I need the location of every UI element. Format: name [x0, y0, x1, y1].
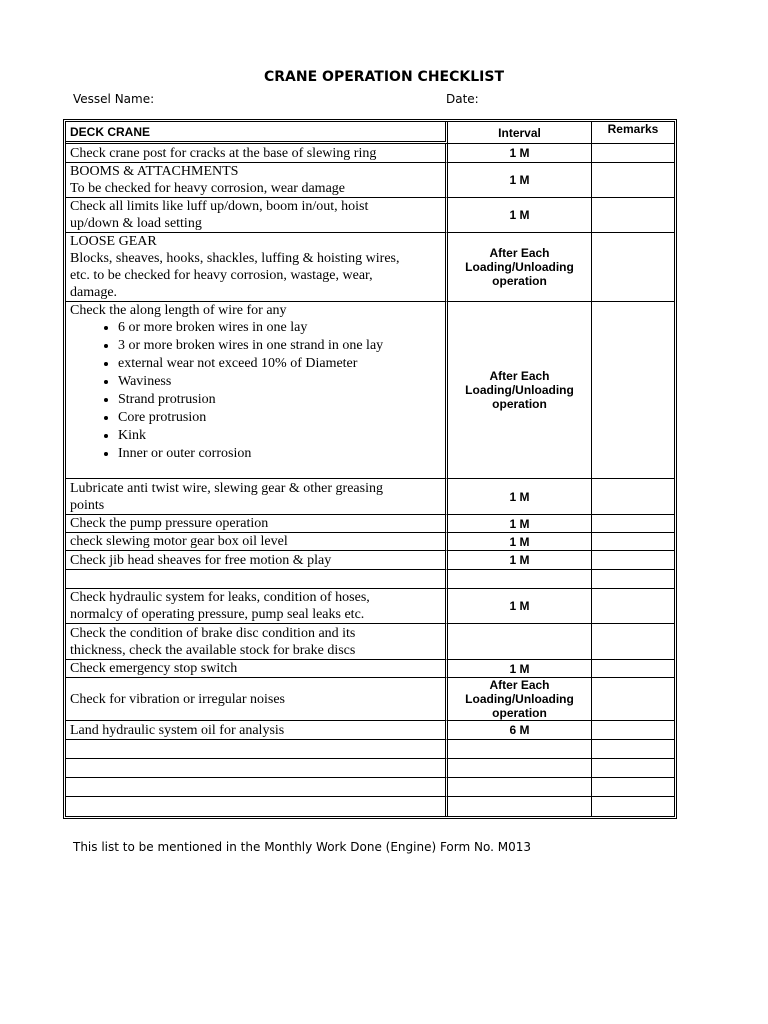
table-row — [66, 479, 674, 515]
interval-cell — [448, 551, 592, 570]
interval-cell — [448, 778, 592, 797]
task-text: Check jib head sheaves for free motion & play — [70, 552, 332, 568]
task-cell — [66, 198, 448, 233]
interval-cell — [448, 479, 592, 515]
interval-text: 1 M — [509, 661, 530, 676]
table-row — [66, 624, 674, 660]
interval-text: 1 M — [509, 516, 530, 531]
task-text: Land hydraulic system oil for analysis — [70, 722, 285, 738]
vessel-name-label: Vessel Name: — [73, 92, 155, 106]
table-row — [66, 233, 674, 302]
interval-cell — [448, 740, 592, 759]
table-row — [66, 144, 674, 163]
task-cell — [66, 624, 448, 660]
task-cell — [66, 721, 448, 740]
interval-text: 1 M — [509, 208, 530, 222]
interval-cell — [448, 759, 592, 778]
task-text: BOOMS & ATTACHMENTS — [70, 164, 239, 179]
task-text: LOOSE GEAR — [70, 234, 157, 249]
interval-cell — [448, 163, 592, 198]
interval-cell — [448, 302, 592, 479]
task-cell — [66, 778, 448, 797]
page-title: CRANE OPERATION CHECKLIST — [264, 69, 504, 85]
task-text: Check the condition of brake disc condition and its — [70, 625, 356, 641]
interval-cell — [448, 797, 592, 816]
task-text: up/down & load setting — [70, 216, 202, 231]
remarks-cell[interactable] — [592, 533, 674, 551]
task-cell — [66, 678, 448, 721]
task-text: Check emergency stop switch — [70, 661, 238, 676]
task-cell — [66, 479, 448, 515]
task-text: Check the along length of wire for any — [70, 303, 287, 318]
table-row — [66, 198, 674, 233]
list-item: • external wear not exceed 10% of Diameter — [118, 355, 441, 373]
interval-text: operation — [492, 706, 547, 720]
list-item: • 3 or more broken wires in one strand in one lay — [118, 337, 441, 355]
interval-cell — [448, 660, 592, 678]
remarks-cell[interactable] — [592, 624, 674, 660]
task-text: Check all limits like luff up/down, boom in/out, hoist — [70, 199, 369, 214]
interval-text: 1 M — [509, 599, 530, 613]
remarks-cell[interactable] — [592, 233, 674, 302]
interval-text: After Each — [489, 246, 550, 260]
table-row — [66, 759, 674, 778]
task-text: points — [70, 497, 105, 513]
remarks-cell[interactable] — [592, 551, 674, 570]
task-text: Check hydraulic system for leaks, condition of hoses, — [70, 590, 370, 605]
task-text: Check crane post for cracks at the base of slewing ring — [70, 145, 377, 161]
task-text: normalcy of operating pressure, pump seal leaks etc. — [70, 607, 365, 622]
table-row — [66, 660, 674, 678]
interval-text: 1 M — [509, 553, 530, 567]
interval-cell — [448, 198, 592, 233]
interval-text: Loading/Unloading — [465, 260, 574, 274]
interval-text: 1 M — [509, 489, 530, 504]
remarks-cell[interactable] — [592, 570, 674, 589]
task-cell — [66, 163, 448, 198]
remarks-cell[interactable] — [592, 163, 674, 198]
interval-cell — [448, 678, 592, 721]
table-row — [66, 797, 674, 816]
task-text: thickness, check the available stock for brake discs — [70, 642, 356, 658]
list-item: • 6 or more broken wires in one lay — [118, 319, 441, 337]
interval-cell — [448, 589, 592, 624]
header-interval: Interval — [448, 122, 592, 144]
task-cell — [66, 233, 448, 302]
table-row — [66, 570, 674, 589]
interval-text: Loading/Unloading — [465, 383, 574, 397]
task-text: damage. — [70, 285, 118, 300]
interval-cell — [448, 144, 592, 163]
remarks-cell[interactable] — [592, 198, 674, 233]
remarks-cell[interactable] — [592, 797, 674, 816]
task-cell — [66, 533, 448, 551]
remarks-cell[interactable] — [592, 721, 674, 740]
table-row — [66, 678, 674, 721]
interval-cell — [448, 624, 592, 660]
interval-text: Loading/Unloading — [465, 692, 574, 706]
header-deck-crane: DECK CRANE — [66, 122, 448, 144]
task-cell — [66, 302, 448, 479]
remarks-cell[interactable] — [592, 515, 674, 533]
task-text: To be checked for heavy corrosion, wear damage — [70, 181, 346, 196]
remarks-cell[interactable] — [592, 778, 674, 797]
list-item: • Inner or outer corrosion — [118, 445, 441, 463]
table-row — [66, 533, 674, 551]
remarks-cell[interactable] — [592, 678, 674, 721]
task-text: Lubricate anti twist wire, slewing gear & other greasing — [70, 480, 383, 496]
table-row — [66, 515, 674, 533]
interval-cell — [448, 533, 592, 551]
task-text: Blocks, sheaves, hooks, shackles, luffing & hoisting wires, — [70, 251, 400, 266]
table-row — [66, 778, 674, 797]
task-text: check slewing motor gear box oil level — [70, 534, 288, 549]
remarks-cell[interactable] — [592, 589, 674, 624]
table-row — [66, 302, 674, 479]
remarks-cell[interactable] — [592, 759, 674, 778]
table-row — [66, 721, 674, 740]
task-cell — [66, 570, 448, 589]
task-cell — [66, 551, 448, 570]
list-item: • Strand protrusion — [118, 391, 441, 409]
interval-text: 1 M — [509, 534, 530, 549]
interval-text: 1 M — [509, 173, 530, 187]
interval-text: 6 M — [509, 723, 530, 737]
interval-cell — [448, 570, 592, 589]
task-cell — [66, 759, 448, 778]
table-row — [66, 589, 674, 624]
task-cell — [66, 797, 448, 816]
interval-text: 1 M — [509, 146, 530, 160]
interval-text: operation — [492, 397, 547, 411]
interval-cell — [448, 515, 592, 533]
footer-note: This list to be mentioned in the Monthly Work Done (Engine) Form No. M013 — [73, 840, 531, 854]
remarks-cell[interactable] — [592, 740, 674, 759]
interval-text: operation — [492, 274, 547, 288]
table-row — [66, 551, 674, 570]
header-row — [66, 122, 674, 144]
remarks-cell[interactable] — [592, 144, 674, 163]
list-item: • Waviness — [118, 373, 441, 391]
task-cell — [66, 740, 448, 759]
task-text: Check for vibration or irregular noises — [70, 691, 285, 707]
task-text: etc. to be checked for heavy corrosion, wastage, wear, — [70, 268, 373, 283]
date-label: Date: — [446, 92, 479, 106]
list-item: • Kink — [118, 427, 441, 445]
task-cell — [66, 660, 448, 678]
interval-text: After Each — [489, 369, 550, 383]
remarks-cell[interactable] — [592, 479, 674, 515]
task-cell — [66, 144, 448, 163]
checklist-body — [66, 122, 674, 816]
checklist-table — [63, 119, 677, 819]
wire-defect-list — [70, 319, 441, 463]
table-row — [66, 163, 674, 198]
task-cell — [66, 589, 448, 624]
list-item: • Core protrusion — [118, 409, 441, 427]
remarks-cell[interactable] — [592, 302, 674, 479]
interval-cell — [448, 721, 592, 740]
remarks-cell[interactable] — [592, 660, 674, 678]
interval-text: After Each — [489, 678, 550, 692]
task-text: Check the pump pressure operation — [70, 516, 269, 531]
task-cell — [66, 515, 448, 533]
interval-cell — [448, 233, 592, 302]
table-row — [66, 740, 674, 759]
header-remarks: Remarks — [592, 122, 674, 144]
